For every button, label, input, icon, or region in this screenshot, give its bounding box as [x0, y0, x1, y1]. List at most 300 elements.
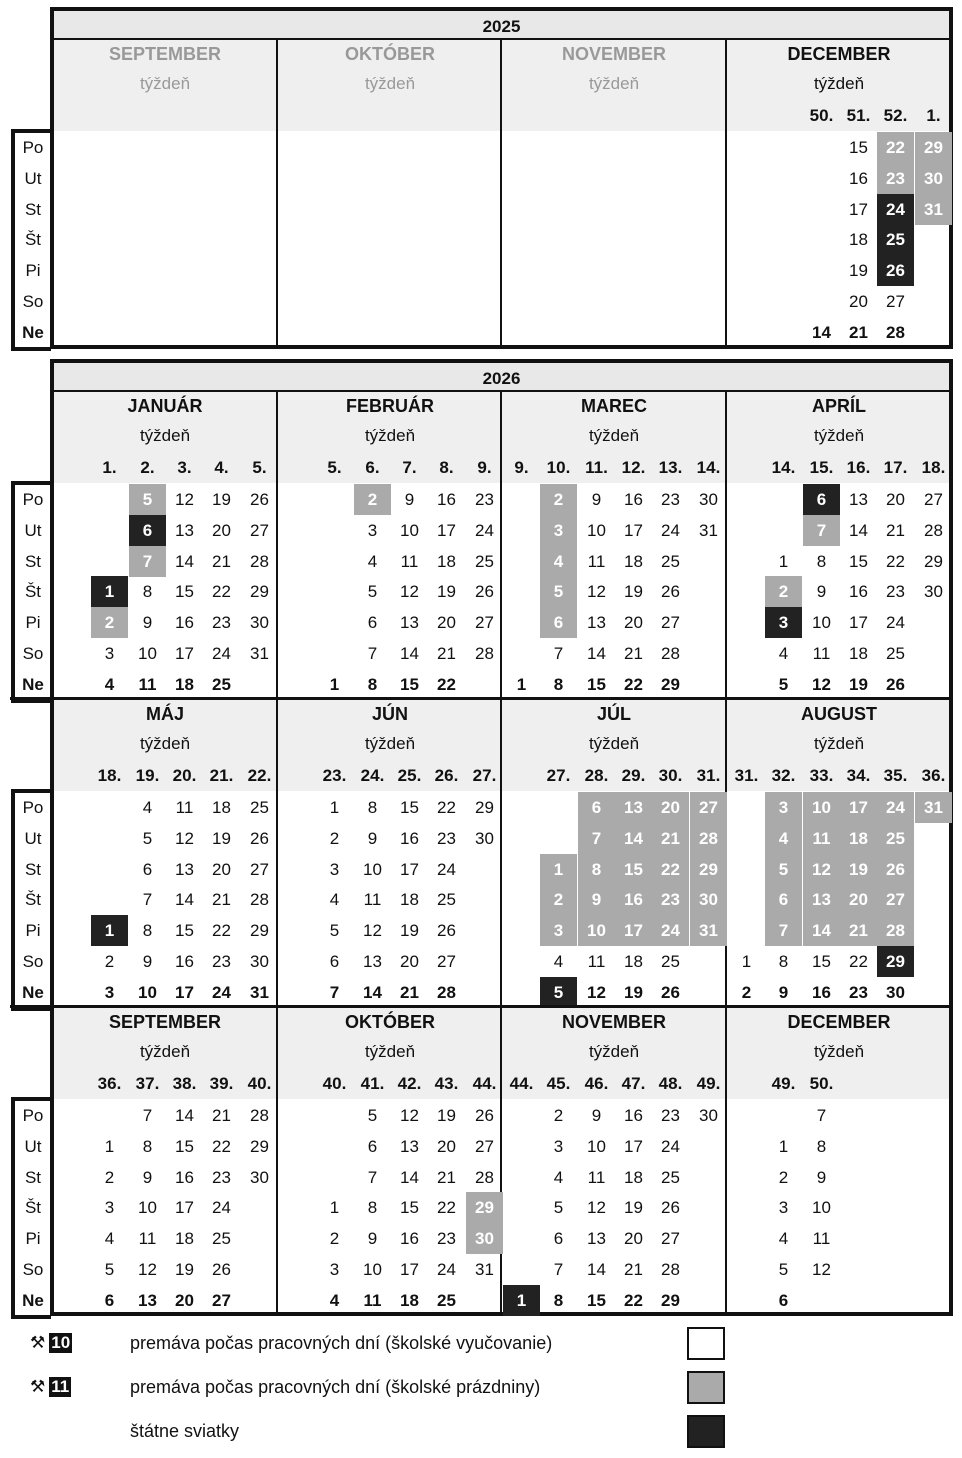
day-cell: 15	[812, 952, 831, 971]
month-name: OKTÓBER	[345, 44, 435, 64]
holiday-day-cell: 1	[503, 1285, 540, 1316]
day-cell: 27	[250, 521, 269, 540]
day-cell: 4	[329, 890, 340, 909]
day-cell: 21	[624, 1260, 643, 1279]
line-number-badge: 10	[51, 1333, 71, 1352]
day-cell: 16	[849, 169, 868, 188]
school-break-day-cell: 6	[578, 792, 615, 823]
school-break-day-cell: 7	[578, 823, 615, 854]
school-break-day-cell: 27	[877, 884, 914, 915]
week-number: 5.	[252, 458, 267, 477]
day-cell: 10	[138, 983, 157, 1002]
school-break-day-cell: 2	[540, 884, 577, 915]
day-cell: 17	[175, 983, 194, 1002]
day-cell: 15	[400, 1198, 419, 1217]
day-cell: 14	[175, 1106, 194, 1125]
day-cell: 15	[587, 1291, 606, 1310]
school-break-day-cell: 10	[578, 915, 615, 946]
section-divider	[10, 1005, 953, 1008]
weekday-label: Po	[22, 798, 44, 817]
school-break-day-cell: 28	[690, 823, 727, 854]
month-name: DECEMBER	[787, 1012, 891, 1032]
day-cell: 16	[400, 829, 419, 848]
month-name: OKTÓBER	[345, 1012, 435, 1032]
day-cell: 27	[924, 490, 943, 509]
day-cell: 2	[104, 1168, 115, 1187]
school-break-day-cell: 30	[690, 884, 727, 915]
day-cell: 17	[849, 200, 868, 219]
school-break-day-cell: 18	[840, 823, 877, 854]
day-cell: 3	[329, 1260, 340, 1279]
day-cell: 22	[624, 1291, 643, 1310]
day-cell: 9	[142, 952, 153, 971]
week-number: 40.	[247, 1074, 272, 1093]
school-break-day-cell: 17	[615, 915, 652, 946]
week-number: 1.	[102, 458, 117, 477]
day-cell: 3	[553, 1137, 564, 1156]
holiday-day-cell: 29	[877, 946, 914, 977]
day-cell: 28	[250, 890, 269, 909]
weekday-label: St	[24, 859, 42, 879]
school-break-day-cell: 2	[354, 484, 391, 515]
day-cell: 8	[367, 798, 378, 817]
day-cell: 20	[624, 1229, 643, 1248]
day-cell: 15	[175, 1137, 194, 1156]
week-number: 35.	[883, 766, 908, 785]
week-label: týždeň	[139, 734, 191, 753]
day-cell: 15	[400, 798, 419, 817]
weekday-label: Ne	[22, 982, 44, 1002]
day-cell: 20	[886, 490, 905, 509]
week-number: 50.	[809, 106, 834, 125]
day-cell: 24	[661, 1137, 680, 1156]
day-cell: 10	[363, 1260, 382, 1279]
school-break-day-cell: 31	[915, 792, 952, 823]
week-number: 42.	[397, 1074, 422, 1093]
day-cell: 4	[142, 798, 153, 817]
day-cell: 22	[437, 1198, 456, 1217]
day-cell: 19	[175, 1260, 194, 1279]
school-break-day-cell: 5	[540, 576, 577, 607]
hammer-pick-icon: ⚒	[30, 1377, 46, 1396]
week-number: 12.	[621, 458, 646, 477]
day-cell: 18	[624, 952, 643, 971]
day-cell: 9	[591, 1106, 602, 1125]
day-cell: 31	[250, 644, 269, 663]
day-cell: 13	[363, 952, 382, 971]
day-cell: 26	[661, 983, 680, 1002]
section-divider	[10, 697, 953, 700]
holiday-day-cell: 24	[877, 194, 914, 225]
week-number: 36.	[921, 766, 946, 785]
month-name: APRÍL	[812, 396, 866, 416]
day-cell: 3	[778, 1198, 789, 1217]
day-cell: 18	[212, 798, 231, 817]
week-number: 7.	[402, 458, 417, 477]
day-cell: 1	[778, 552, 789, 571]
day-cell: 13	[587, 613, 606, 632]
day-cell: 28	[475, 1168, 494, 1187]
day-cell: 18	[400, 1291, 419, 1310]
day-cell: 13	[175, 860, 194, 879]
day-cell: 11	[138, 675, 157, 694]
week-number: 41.	[360, 1074, 385, 1093]
day-cell: 9	[778, 983, 789, 1002]
day-cell: 8	[367, 675, 378, 694]
day-cell: 26	[886, 675, 905, 694]
weekday-label: Ut	[24, 168, 42, 188]
day-cell: 8	[142, 921, 153, 940]
weekday-label: So	[22, 952, 44, 971]
day-cell: 7	[367, 644, 378, 663]
holiday-day-cell: 1	[91, 576, 128, 607]
day-cell: 14	[587, 644, 606, 663]
day-cell: 14	[400, 1168, 419, 1187]
day-cell: 11	[587, 952, 606, 971]
day-cell: 12	[400, 1106, 419, 1125]
day-cell: 25	[661, 1168, 680, 1187]
school-break-day-cell: 3	[540, 915, 577, 946]
day-cell: 15	[587, 675, 606, 694]
day-cell: 30	[250, 613, 269, 632]
day-cell: 19	[624, 983, 643, 1002]
day-cell: 19	[212, 829, 231, 848]
day-cell: 28	[886, 323, 905, 342]
month-name: MAREC	[581, 396, 647, 416]
day-cell: 30	[250, 1168, 269, 1187]
week-number: 31.	[734, 766, 759, 785]
month-name: DECEMBER	[787, 44, 891, 64]
day-cell: 9	[404, 490, 415, 509]
day-cell: 21	[212, 552, 231, 571]
school-break-day-cell: 8	[578, 854, 615, 885]
week-number: 9.	[514, 458, 529, 477]
week-number: 5.	[327, 458, 342, 477]
day-cell: 19	[624, 582, 643, 601]
week-number: 11.	[585, 458, 608, 477]
day-cell: 23	[437, 1229, 456, 1248]
day-cell: 17	[400, 860, 419, 879]
day-cell: 13	[587, 1229, 606, 1248]
week-number: 29.	[621, 766, 646, 785]
week-number: 49.	[696, 1074, 721, 1093]
day-cell: 29	[250, 1137, 269, 1156]
school-break-day-cell: 7	[765, 915, 802, 946]
day-cell: 22	[437, 798, 456, 817]
day-cell: 30	[886, 983, 905, 1002]
school-break-day-cell: 20	[840, 884, 877, 915]
day-cell: 6	[367, 613, 378, 632]
day-cell: 18	[175, 675, 194, 694]
weekday-label: Pi	[25, 1229, 41, 1249]
day-cell: 1	[741, 952, 752, 971]
day-cell: 25	[250, 798, 269, 817]
hammer-pick-icon: ⚒	[30, 1333, 46, 1352]
day-cell: 27	[475, 1137, 494, 1156]
day-cell: 21	[212, 890, 231, 909]
school-break-day-cell: 31	[915, 194, 952, 225]
day-cell: 5	[553, 1198, 564, 1217]
week-number: 15.	[809, 458, 834, 477]
day-cell: 7	[553, 1260, 564, 1279]
school-break-day-cell: 4	[540, 546, 577, 577]
week-label: týždeň	[588, 74, 640, 93]
school-break-day-cell: 21	[840, 915, 877, 946]
day-cell: 1	[104, 1137, 115, 1156]
day-cell: 27	[886, 292, 905, 311]
school-break-day-cell: 24	[877, 792, 914, 823]
day-cell: 12	[363, 921, 382, 940]
day-cell: 25	[437, 1291, 456, 1310]
day-cell: 19	[212, 490, 231, 509]
day-cell: 16	[437, 490, 456, 509]
weekday-label: St	[24, 199, 42, 219]
day-cell: 21	[886, 521, 905, 540]
day-cell: 30	[699, 490, 718, 509]
month-name: SEPTEMBER	[108, 44, 222, 64]
day-cell: 10	[812, 1198, 831, 1217]
day-cell: 26	[475, 582, 494, 601]
day-cell: 26	[475, 1106, 494, 1125]
day-cell: 10	[587, 521, 606, 540]
school-break-day-cell: 26	[877, 854, 914, 885]
week-label: týždeň	[813, 1042, 865, 1061]
day-cell: 10	[812, 613, 831, 632]
day-cell: 29	[250, 582, 269, 601]
day-cell: 8	[816, 1137, 827, 1156]
day-cell: 9	[142, 1168, 153, 1187]
week-label: týždeň	[588, 426, 640, 445]
day-cell: 19	[624, 1198, 643, 1217]
weekday-label: So	[22, 1260, 44, 1279]
week-number: 18.	[921, 458, 946, 477]
school-break-day-cell: 31	[690, 915, 727, 946]
day-cell: 17	[175, 1198, 194, 1217]
day-cell: 22	[212, 1137, 231, 1156]
day-cell: 6	[778, 1291, 789, 1310]
school-break-day-cell: 2	[91, 607, 128, 638]
week-number: 17.	[883, 458, 908, 477]
week-label: týždeň	[588, 1042, 640, 1061]
day-cell: 25	[661, 952, 680, 971]
school-break-day-cell: 16	[615, 884, 652, 915]
day-cell: 22	[624, 675, 643, 694]
day-cell: 12	[175, 490, 194, 509]
weekday-label: Ne	[22, 1290, 44, 1310]
day-cell: 29	[924, 552, 943, 571]
day-cell: 24	[661, 521, 680, 540]
day-cell: 4	[553, 952, 564, 971]
week-number: 27.	[546, 766, 571, 785]
day-cell: 12	[812, 1260, 831, 1279]
school-break-day-cell: 19	[840, 854, 877, 885]
day-cell: 17	[400, 1260, 419, 1279]
school-break-day-cell: 14	[803, 915, 840, 946]
day-cell: 21	[212, 1106, 231, 1125]
day-cell: 28	[475, 644, 494, 663]
day-cell: 21	[437, 644, 456, 663]
day-cell: 8	[553, 1291, 564, 1310]
weekday-label: Ut	[24, 520, 42, 540]
day-cell: 20	[175, 1291, 194, 1310]
day-cell: 8	[778, 952, 789, 971]
day-cell: 9	[142, 613, 153, 632]
week-number: 1.	[926, 106, 941, 125]
day-cell: 28	[924, 521, 943, 540]
day-cell: 15	[175, 921, 194, 940]
weekday-label: Št	[24, 582, 42, 602]
year-heading: 2025	[54, 11, 949, 41]
day-cell: 3	[329, 860, 340, 879]
day-cell: 27	[661, 613, 680, 632]
day-cell: 25	[437, 890, 456, 909]
day-cell: 23	[212, 952, 231, 971]
week-number: 16.	[846, 458, 871, 477]
week-label: týždeň	[139, 74, 191, 93]
legend-text: štátne sviatky	[130, 1421, 240, 1441]
week-label: týždeň	[364, 426, 416, 445]
day-cell: 17	[624, 1137, 643, 1156]
day-cell: 1	[778, 1137, 789, 1156]
day-cell: 25	[475, 552, 494, 571]
tools-icon	[30, 1331, 72, 1355]
week-number: 26.	[434, 766, 459, 785]
week-number: 51.	[846, 106, 871, 125]
day-cell: 24	[475, 521, 494, 540]
day-cell: 16	[624, 1106, 643, 1125]
week-number: 24.	[360, 766, 385, 785]
day-cell: 17	[624, 521, 643, 540]
day-cell: 16	[849, 582, 868, 601]
week-number: 3.	[177, 458, 192, 477]
day-cell: 7	[367, 1168, 378, 1187]
day-cell: 11	[175, 798, 194, 817]
day-cell: 26	[437, 921, 456, 940]
school-break-day-cell: 2	[765, 576, 802, 607]
day-cell: 8	[553, 675, 564, 694]
day-cell: 5	[778, 675, 789, 694]
day-cell: 27	[475, 613, 494, 632]
day-cell: 24	[886, 613, 905, 632]
weekday-label: So	[22, 292, 44, 311]
weekday-label: Ut	[24, 1136, 42, 1156]
school-break-day-cell: 17	[840, 792, 877, 823]
day-cell: 5	[367, 582, 378, 601]
day-cell: 28	[250, 552, 269, 571]
day-cell: 30	[475, 829, 494, 848]
day-cell: 4	[778, 644, 789, 663]
day-cell: 14	[175, 890, 194, 909]
school-break-day-cell: 27	[690, 792, 727, 823]
day-cell: 4	[104, 1229, 115, 1248]
day-cell: 19	[400, 921, 419, 940]
day-cell: 19	[849, 675, 868, 694]
day-cell: 21	[849, 323, 868, 342]
week-number: 6.	[365, 458, 380, 477]
day-cell: 12	[587, 582, 606, 601]
week-number: 9.	[477, 458, 492, 477]
holiday-day-cell: 1	[91, 915, 128, 946]
school-break-day-cell: 6	[540, 607, 577, 638]
holiday-day-cell: 25	[877, 224, 914, 255]
day-cell: 14	[175, 552, 194, 571]
school-break-day-cell: 13	[803, 884, 840, 915]
month-name: NOVEMBER	[561, 44, 666, 64]
day-cell: 18	[849, 644, 868, 663]
school-break-day-cell: 20	[652, 792, 689, 823]
week-number: 43.	[434, 1074, 459, 1093]
day-cell: 18	[624, 552, 643, 571]
day-cell: 17	[437, 521, 456, 540]
day-cell: 9	[367, 829, 378, 848]
day-cell: 6	[104, 1291, 115, 1310]
week-label: týždeň	[813, 734, 865, 753]
day-cell: 18	[624, 1168, 643, 1187]
day-cell: 13	[849, 490, 868, 509]
day-cell: 7	[329, 983, 340, 1002]
day-cell: 5	[104, 1260, 115, 1279]
week-number: 28.	[584, 766, 609, 785]
day-cell: 1	[329, 798, 340, 817]
month-name: MÁJ	[145, 704, 184, 724]
weekday-label: Ut	[24, 828, 42, 848]
day-cell: 8	[367, 1198, 378, 1217]
day-cell: 13	[400, 1137, 419, 1156]
day-cell: 10	[138, 1198, 157, 1217]
day-cell: 27	[437, 952, 456, 971]
day-cell: 24	[212, 644, 231, 663]
day-cell: 4	[329, 1291, 340, 1310]
weekday-label: Po	[22, 1106, 44, 1125]
week-number: 14.	[696, 458, 721, 477]
day-cell: 10	[587, 1137, 606, 1156]
school-break-day-cell: 13	[615, 792, 652, 823]
legend-swatch	[687, 1327, 725, 1360]
day-cell: 24	[437, 1260, 456, 1279]
day-cell: 23	[849, 983, 868, 1002]
school-break-day-cell: 29	[915, 132, 952, 163]
day-cell: 12	[175, 829, 194, 848]
day-cell: 30	[699, 1106, 718, 1125]
day-cell: 20	[212, 860, 231, 879]
day-cell: 10	[138, 644, 157, 663]
week-number: 34.	[846, 766, 871, 785]
holiday-day-cell: 6	[129, 515, 166, 546]
day-cell: 28	[437, 983, 456, 1002]
week-number: 25.	[397, 766, 422, 785]
day-cell: 4	[553, 1168, 564, 1187]
school-break-day-cell: 7	[803, 515, 840, 546]
school-break-day-cell: 11	[803, 823, 840, 854]
day-cell: 20	[212, 521, 231, 540]
school-break-day-cell: 22	[652, 854, 689, 885]
day-cell: 5	[367, 1106, 378, 1125]
day-cell: 23	[437, 829, 456, 848]
week-number: 23.	[322, 766, 347, 785]
week-number: 10.	[546, 458, 571, 477]
day-cell: 4	[367, 552, 378, 571]
day-cell: 22	[212, 921, 231, 940]
week-number: 47.	[621, 1074, 646, 1093]
holiday-day-cell: 26	[877, 255, 914, 286]
day-cell: 19	[437, 1106, 456, 1125]
school-break-day-cell: 4	[765, 823, 802, 854]
day-cell: 15	[400, 675, 419, 694]
school-break-day-cell: 12	[803, 854, 840, 885]
school-break-day-cell: 9	[578, 884, 615, 915]
day-cell: 7	[142, 890, 153, 909]
week-number: 30.	[658, 766, 683, 785]
